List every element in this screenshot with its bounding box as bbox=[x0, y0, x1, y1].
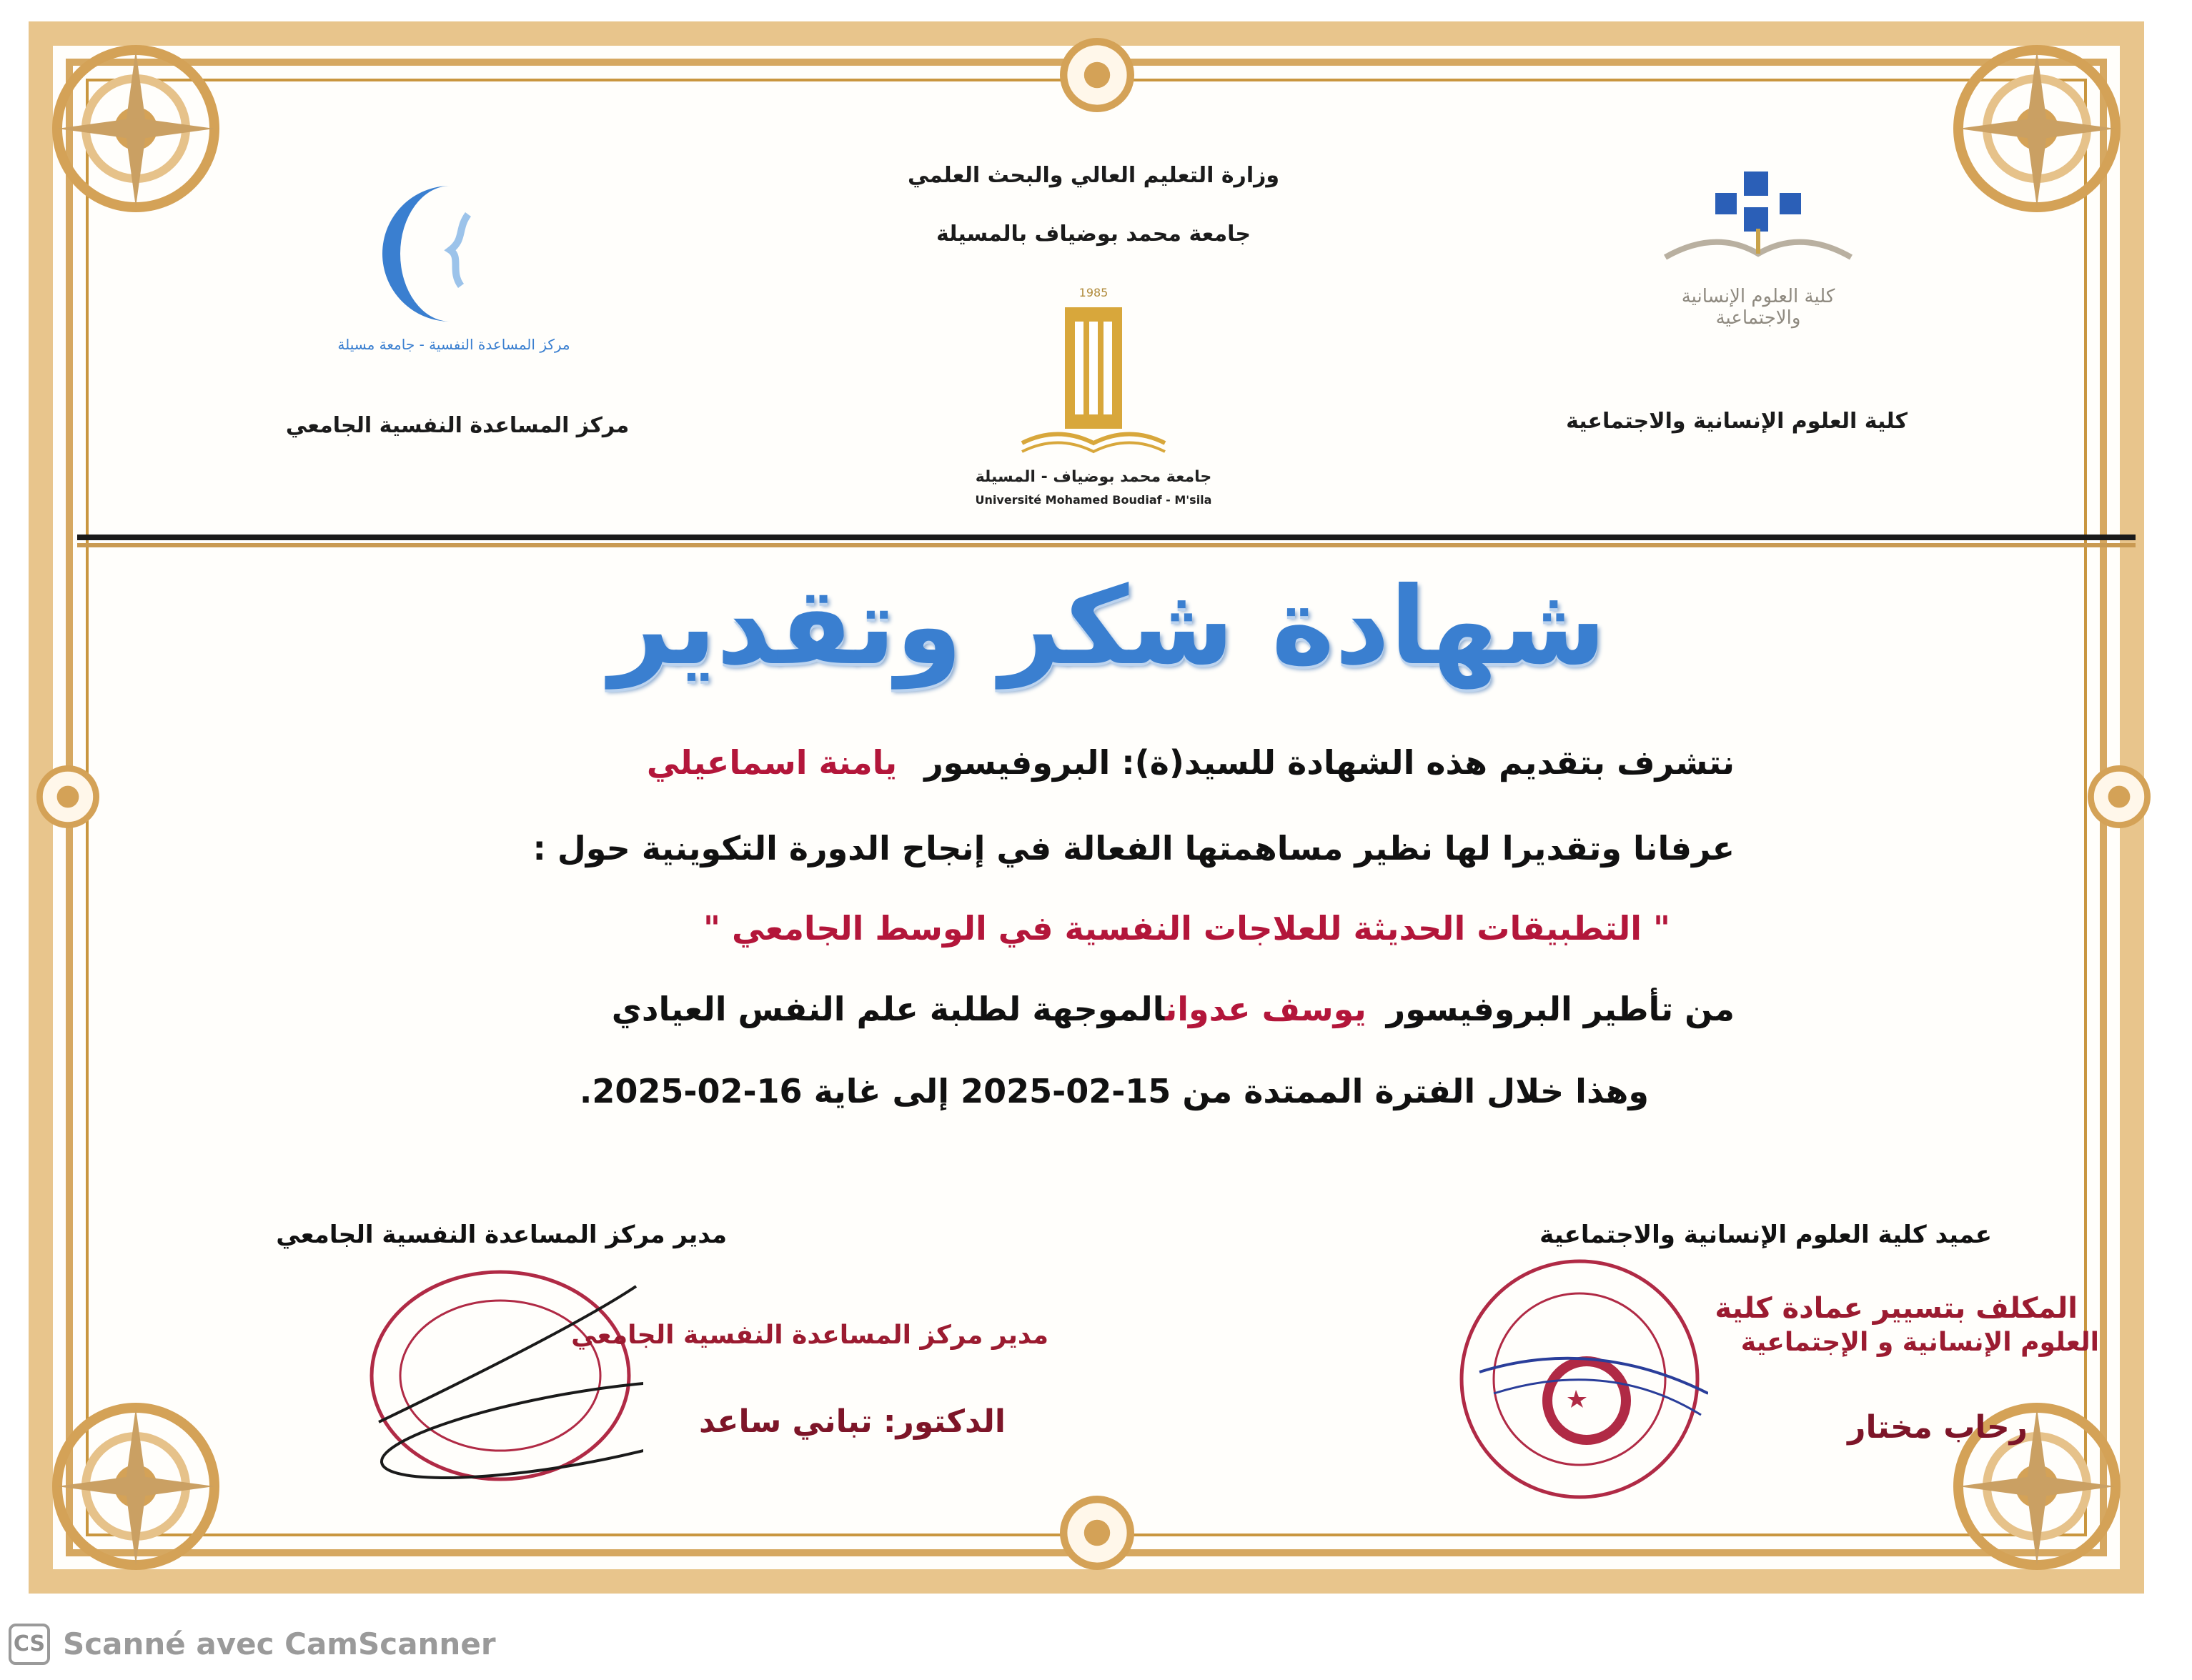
psych-center-logo-icon bbox=[343, 172, 557, 329]
camscanner-badge-icon: CS bbox=[9, 1624, 50, 1665]
ornament-corner-top-right-icon bbox=[1930, 21, 2144, 236]
right-official-stamp-icon bbox=[1451, 1243, 1708, 1515]
body-line-4-prefix: من تأطير البروفيسور bbox=[1386, 990, 1735, 1028]
header-divider bbox=[77, 535, 2136, 540]
left-stamp-line-1: مدير مركز المساعدة النفسية الجامعي bbox=[571, 1321, 1048, 1350]
university-logo-icon bbox=[1015, 300, 1172, 464]
supervisor-name: يوسف عدوان bbox=[1164, 990, 1367, 1028]
body-line-4 bbox=[612, 990, 1735, 1028]
faculty-label: كلية العلوم الإنسانية والاجتماعية bbox=[1566, 409, 1908, 434]
recipient-name: يامنة اسماعيلي bbox=[646, 743, 898, 782]
right-stamp-line-3: رحاب مختار bbox=[1848, 1409, 2028, 1446]
camscanner-watermark: Scanné avec CamScanner bbox=[63, 1626, 496, 1661]
left-official-stamp-icon bbox=[357, 1258, 643, 1493]
faculty-logo-icon bbox=[1644, 164, 1873, 272]
university-logo-ar: جامعة محمد بوضياف - المسيلة bbox=[975, 468, 1212, 486]
right-stamp-line-1: المكلف بتسيير عمادة كلية bbox=[1715, 1292, 2078, 1325]
body-line-5: وهذا خلال الفترة الممتدة من 15-02-2025 إلى غاية 16-02-2025. bbox=[579, 1072, 1649, 1110]
header-divider-gold bbox=[77, 543, 2136, 547]
university-logo-year: 1985 bbox=[1078, 286, 1109, 299]
university-name: جامعة محمد بوضياف بالمسيلة bbox=[936, 222, 1251, 247]
left-stamp-line-2: الدكتور: تباني ساعد bbox=[698, 1403, 1006, 1440]
body-line-1-prefix: نتشرف بتقديم هذه الشهادة للسيد(ة): البروفيسور bbox=[924, 743, 1735, 782]
course-title: " التطبيقات الحديثة للعلاجات النفسية في الوسط الجامعي " bbox=[703, 909, 1670, 948]
right-stamp-line-2: العلوم الإنسانية و الإجتماعية bbox=[1740, 1328, 2099, 1357]
right-signatory-title: عميد كلية العلوم الإنسانية والاجتماعية bbox=[1539, 1221, 1992, 1249]
psych-center-logo-caption: مركز المساعدة النفسية - جامعة مسيلة bbox=[337, 336, 570, 353]
ornament-right-center-icon bbox=[2080, 757, 2158, 836]
body-line-4-suffix: الموجهة لطلبة علم النفس العيادي bbox=[611, 990, 1165, 1028]
certificate-title: شهادة شكر وتقدير bbox=[609, 565, 1607, 689]
body-line-2: عرفانا وتقديرا لها نظير مساهمتها الفعالة في إنجاح الدورة التكوينية حول : bbox=[532, 829, 1735, 868]
university-logo-fr: Université Mohamed Boudiaf - M'sila bbox=[975, 493, 1212, 507]
ministry-name: وزارة التعليم العالي والبحث العلمي bbox=[907, 163, 1280, 188]
ornament-top-center-icon bbox=[1051, 29, 1144, 121]
ornament-corner-top-left-icon bbox=[29, 21, 243, 236]
ornament-corner-bottom-left-icon bbox=[29, 1379, 243, 1594]
body-line-1 bbox=[647, 743, 1735, 782]
faculty-logo-caption: كلية العلوم الإنسانية والاجتماعية bbox=[1681, 286, 1835, 329]
left-signatory-title: مدير مركز المساعدة النفسية الجامعي bbox=[276, 1221, 727, 1249]
ornament-left-center-icon bbox=[29, 757, 107, 836]
ornament-bottom-center-icon bbox=[1051, 1486, 1144, 1579]
psych-center-label: مركز المساعدة النفسية الجامعي bbox=[285, 413, 630, 438]
